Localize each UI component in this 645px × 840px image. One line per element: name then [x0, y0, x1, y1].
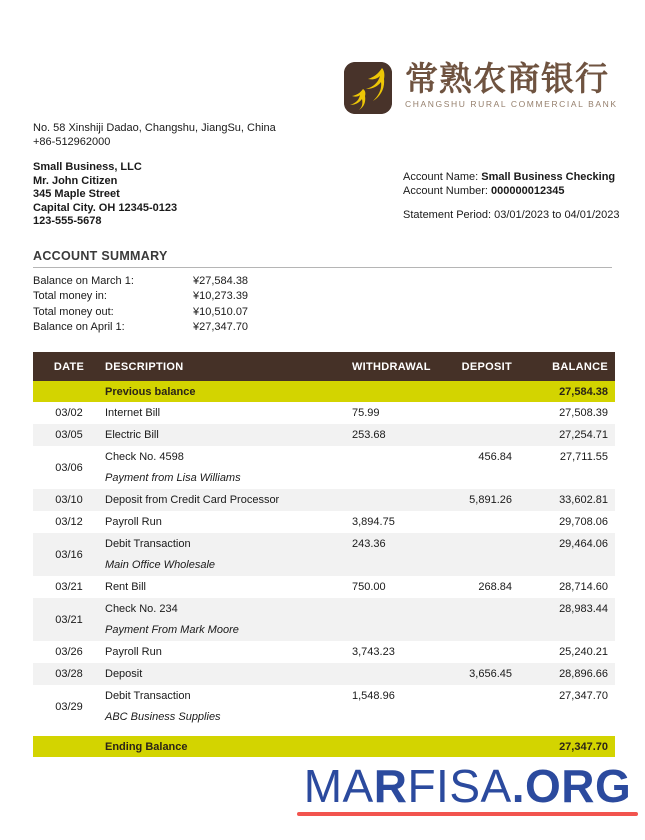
header-description: DESCRIPTION	[105, 360, 184, 373]
bank-name-chinese: 常熟农商银行	[405, 60, 609, 97]
account-number-row	[403, 185, 615, 199]
summary-value: ¥10,510.07	[193, 305, 249, 318]
transaction-balance: 27,711.55	[559, 451, 608, 463]
customer-company: Small Business, LLC	[33, 161, 142, 173]
summary-label: Balance on March 1:	[33, 274, 134, 287]
summary-row	[33, 304, 333, 320]
transaction-description-main: Electric Bill	[105, 429, 159, 441]
table-body	[33, 402, 615, 728]
header-date: DATE	[53, 360, 85, 373]
transaction-description-main: Deposit from Credit Card Processor	[105, 494, 280, 506]
transaction-date: 03/12	[55, 516, 83, 528]
transaction-description-main: Rent Bill	[105, 581, 146, 593]
table-header-row	[33, 352, 615, 381]
transaction-row	[33, 446, 615, 489]
transaction-description-note: Payment From Mark Moore	[105, 624, 239, 636]
site-logo-segment: FISA	[407, 760, 512, 812]
summary-label: Total money in:	[33, 290, 107, 303]
transaction-row	[33, 641, 615, 663]
transaction-date: 03/06	[55, 461, 83, 474]
transactions-table	[33, 352, 615, 757]
account-name-value: Small Business Checking	[481, 171, 616, 183]
bank-name-english: CHANGSHU RURAL COMMERCIAL BANK	[405, 99, 618, 109]
transaction-balance: 27,347.70	[559, 690, 608, 702]
previous-balance-row	[33, 381, 615, 402]
transaction-description-main: Internet Bill	[105, 407, 161, 419]
transaction-description-main: Check No. 4598	[105, 451, 184, 463]
bank-logo-text	[405, 62, 618, 109]
transaction-row	[33, 533, 615, 576]
transaction-date: 03/05	[55, 429, 83, 441]
account-number-label: Account Number:	[403, 184, 492, 197]
transaction-date: 03/21	[55, 613, 83, 626]
header-balance: BALANCE	[552, 360, 608, 373]
transaction-balance: 29,708.06	[559, 516, 608, 528]
site-logo-segment: MA	[303, 760, 374, 812]
transaction-description	[105, 450, 352, 485]
summary-row	[33, 273, 333, 289]
transaction-balance: 28,896.66	[559, 668, 608, 680]
account-summary-title: ACCOUNT SUMMARY	[33, 249, 168, 263]
transaction-description	[105, 602, 352, 637]
account-summary-rows	[33, 273, 333, 335]
transaction-date: 03/16	[55, 548, 83, 561]
table-gap	[33, 728, 615, 736]
transaction-date: 03/29	[55, 700, 83, 713]
transaction-description-note: Main Office Wholesale	[105, 559, 216, 571]
summary-value: ¥10,273.39	[193, 290, 249, 303]
customer-street: 345 Maple Street	[33, 188, 120, 200]
bank-address-line: No. 58 Xinshiji Dadao, Changshu, JiangSu, China	[33, 122, 276, 134]
site-logo-underline	[297, 812, 638, 816]
summary-value: ¥27,347.70	[193, 321, 249, 334]
previous-balance-label: Previous balance	[105, 385, 196, 398]
transaction-row	[33, 663, 615, 685]
transaction-balance: 33,602.81	[559, 494, 608, 506]
site-logo-segment: .ORG	[511, 760, 632, 812]
ending-balance-value: 27,347.70	[559, 740, 608, 753]
ending-balance-row	[33, 736, 615, 757]
previous-balance-value: 27,584.38	[559, 385, 608, 398]
transaction-withdrawal: 3,894.75	[352, 516, 395, 528]
summary-label: Total money out:	[33, 305, 114, 318]
summary-row	[33, 320, 333, 336]
bank-address-block	[33, 122, 276, 149]
transaction-row	[33, 598, 615, 641]
site-logo	[297, 762, 638, 810]
header-deposit: DEPOSIT	[461, 360, 512, 373]
transaction-description-main: Check No. 234	[105, 603, 178, 615]
account-name-label: Account Name:	[403, 171, 482, 183]
transaction-row	[33, 685, 615, 728]
customer-address-block	[33, 161, 177, 229]
account-number-value: 000000012345	[491, 184, 565, 197]
customer-name: Mr. John Citizen	[33, 174, 118, 187]
transaction-deposit: 456.84	[478, 451, 512, 463]
summary-divider	[33, 267, 612, 268]
transaction-description	[105, 493, 352, 507]
statement-period: Statement Period: 03/01/2023 to 04/01/2023	[403, 209, 620, 221]
bank-logo-birds-icon	[344, 62, 392, 114]
transaction-description-main: Deposit	[105, 668, 143, 680]
transaction-description	[105, 667, 352, 681]
transaction-withdrawal: 75.99	[352, 407, 380, 419]
transaction-description	[105, 406, 352, 420]
transaction-description	[105, 537, 352, 572]
transaction-withdrawal: 3,743.23	[352, 646, 395, 658]
transaction-date: 03/28	[55, 668, 83, 680]
transaction-withdrawal: 243.36	[352, 538, 386, 550]
site-logo-segment: R	[373, 760, 408, 812]
transaction-row	[33, 402, 615, 424]
transaction-date: 03/02	[55, 407, 83, 419]
transaction-row	[33, 489, 615, 511]
customer-phone: 123-555-5678	[33, 215, 102, 227]
transaction-description-main: Payroll Run	[105, 646, 162, 658]
transaction-description-main: Payroll Run	[105, 516, 162, 528]
bank-logo	[344, 62, 618, 114]
account-info-block	[403, 171, 615, 198]
summary-label: Balance on April 1:	[33, 321, 125, 334]
transaction-withdrawal: 253.68	[352, 429, 386, 441]
transaction-balance: 25,240.21	[559, 646, 608, 658]
transaction-row	[33, 511, 615, 533]
transaction-description-main: Debit Transaction	[105, 690, 191, 702]
transaction-description-note: ABC Business Supplies	[105, 711, 221, 723]
transaction-description-note: Payment from Lisa Williams	[105, 472, 241, 484]
header-withdrawal: WITHDRAWAL	[352, 360, 431, 373]
transaction-balance: 28,714.60	[559, 581, 608, 593]
transaction-date: 03/26	[55, 646, 83, 658]
transaction-date: 03/21	[55, 581, 83, 593]
account-name-row	[403, 171, 615, 185]
transaction-balance: 29,464.06	[559, 538, 608, 550]
transaction-description	[105, 689, 352, 724]
summary-row	[33, 289, 333, 305]
ending-balance-label: Ending Balance	[105, 740, 188, 753]
transaction-description	[105, 428, 352, 442]
bank-phone: +86-512962000	[33, 135, 111, 148]
transaction-balance: 27,508.39	[559, 407, 608, 419]
transaction-description	[105, 645, 352, 659]
transaction-withdrawal: 1,548.96	[352, 690, 395, 702]
transaction-date: 03/10	[55, 494, 83, 506]
transaction-description-main: Debit Transaction	[105, 538, 191, 550]
transaction-withdrawal: 750.00	[352, 581, 386, 593]
transaction-description	[105, 580, 352, 594]
transaction-deposit: 3,656.45	[469, 668, 512, 680]
transaction-row	[33, 576, 615, 598]
transaction-deposit: 268.84	[478, 581, 512, 593]
transaction-deposit: 5,891.26	[469, 494, 512, 506]
transaction-balance: 28,983.44	[559, 603, 608, 615]
customer-city: Capital City. OH 12345-0123	[33, 201, 178, 214]
transaction-description	[105, 515, 352, 529]
transaction-balance: 27,254.71	[559, 429, 608, 441]
summary-value: ¥27,584.38	[193, 274, 249, 287]
transaction-row	[33, 424, 615, 446]
